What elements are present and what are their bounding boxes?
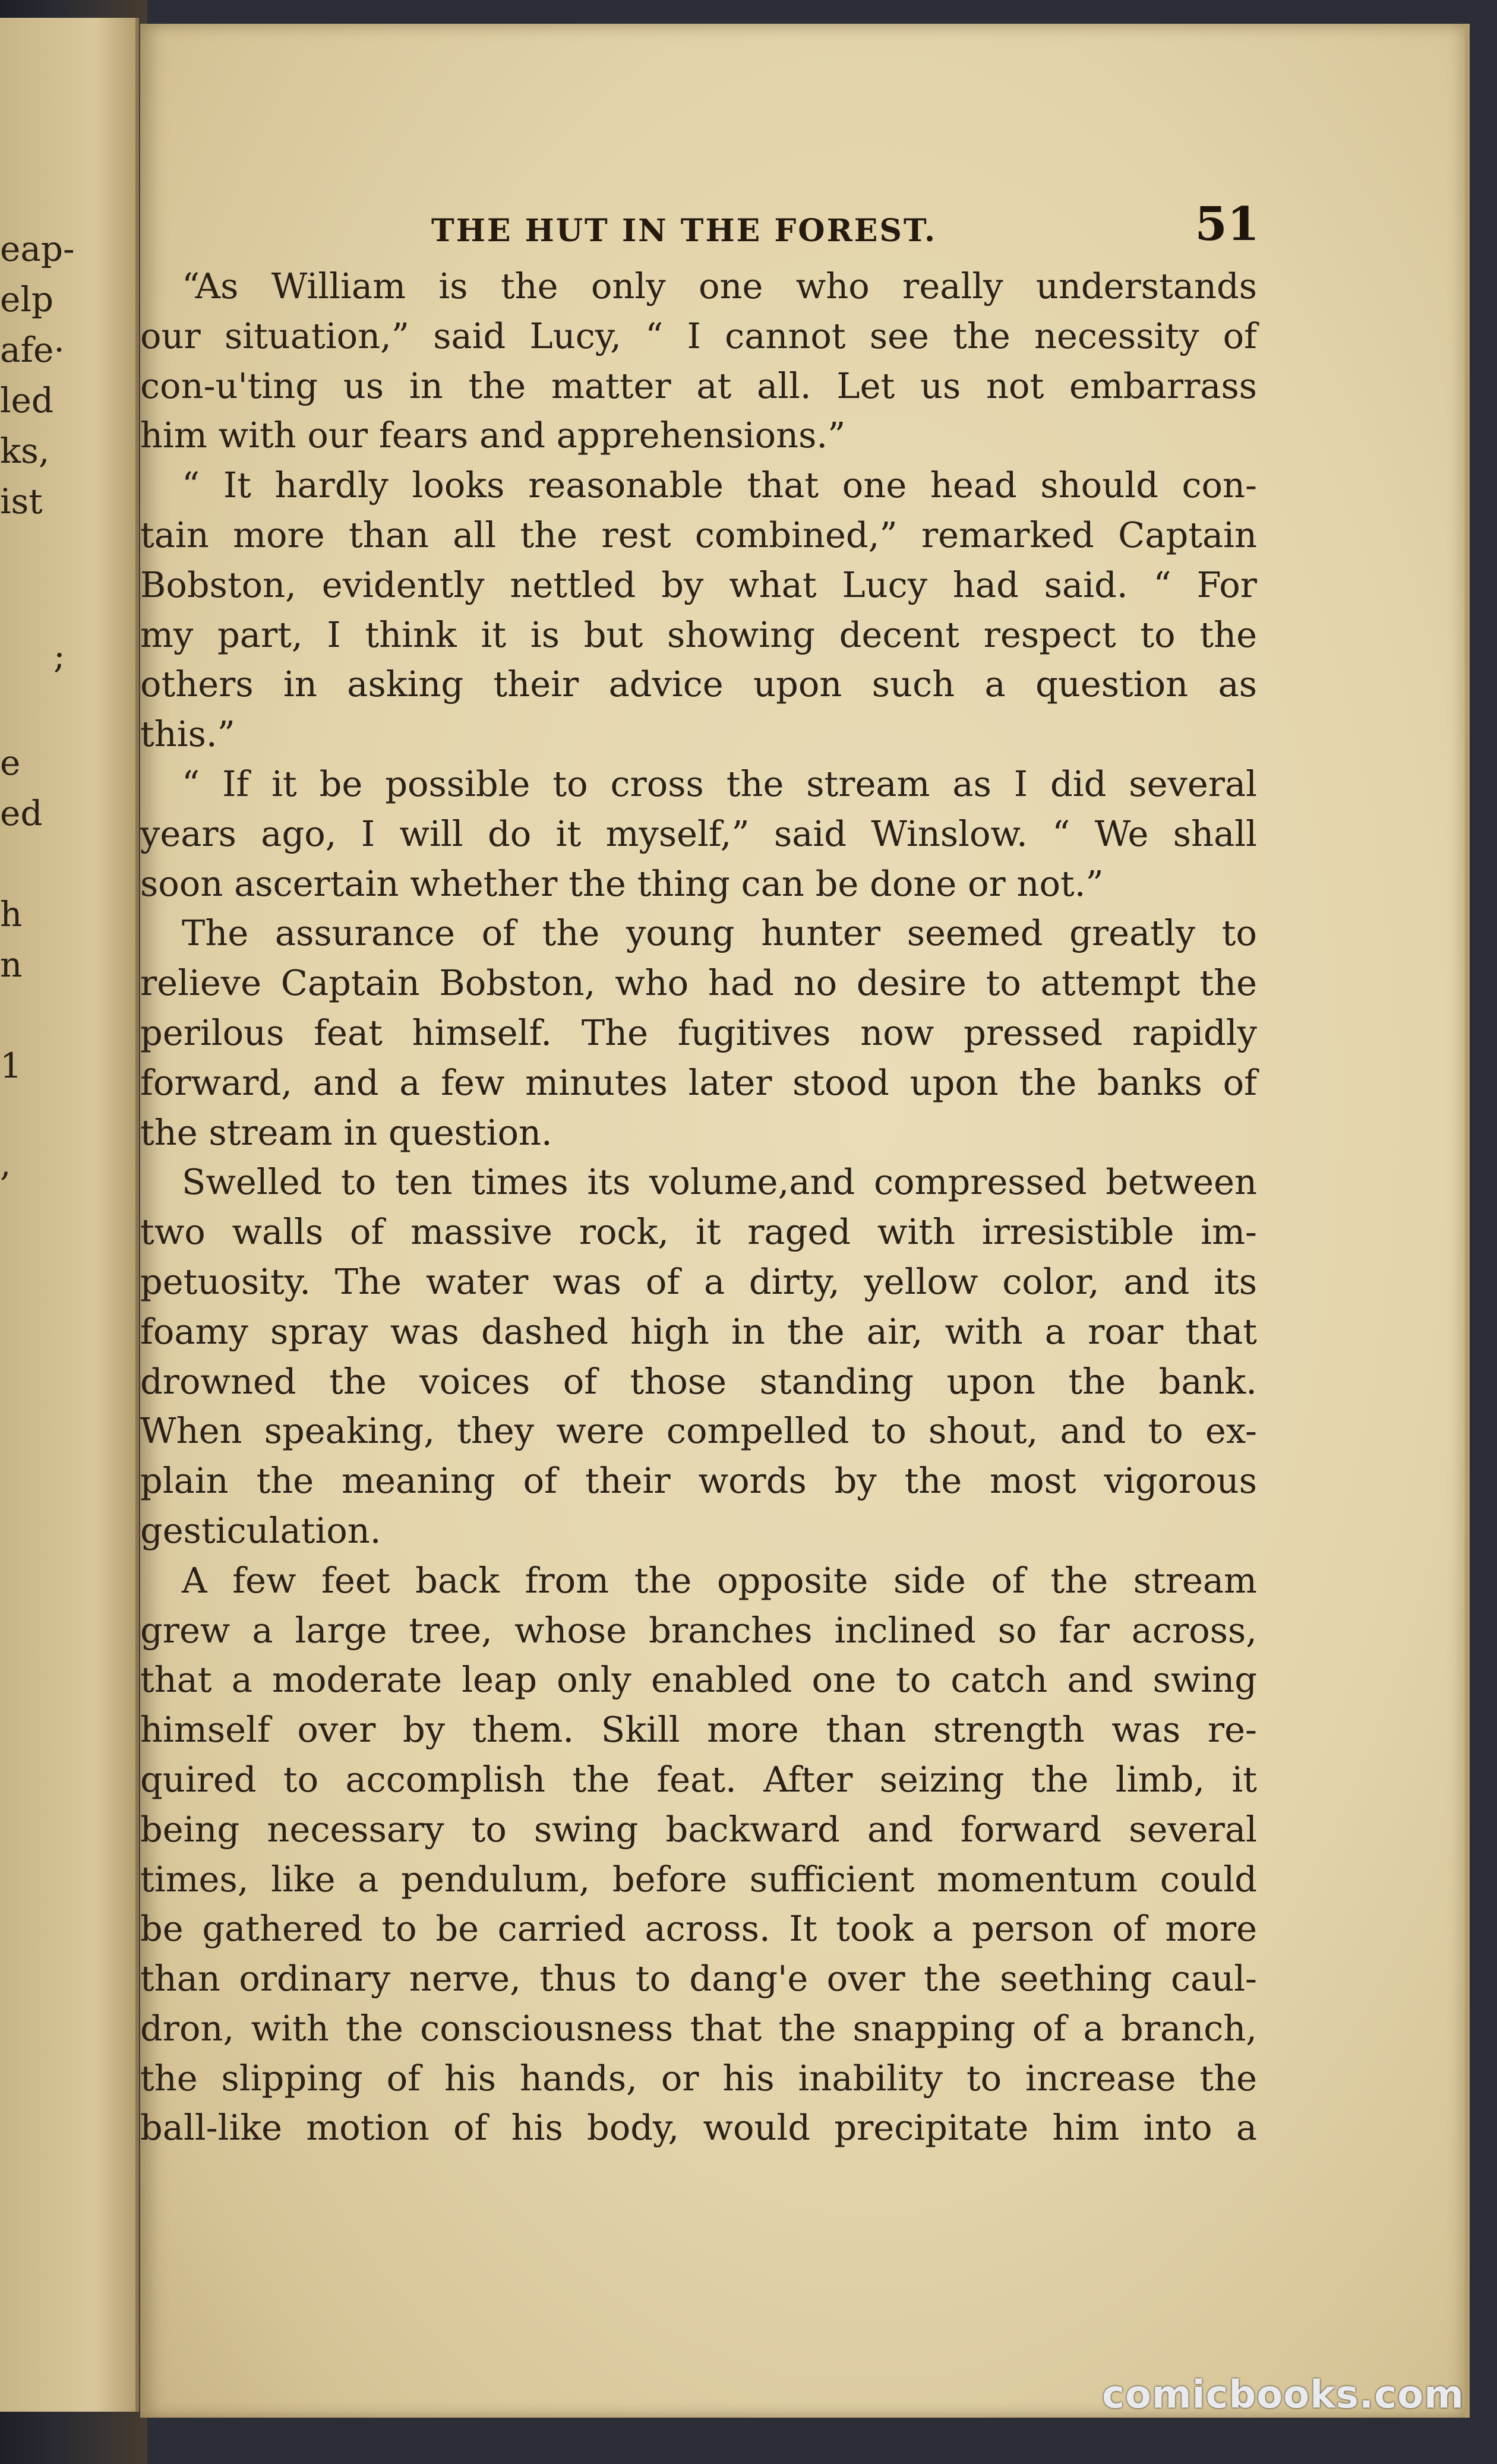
left-page-fragment: ;: [53, 636, 65, 676]
text-line: Bobston, evidently nettled by what Lucy had said. “ For: [140, 564, 1257, 605]
left-page-fragment: elp: [0, 279, 54, 320]
left-page-fragment: 1: [0, 1045, 22, 1086]
text-line: forward, and a few minutes later stood upon the banks of: [140, 1062, 1257, 1103]
text-line: grew a large tree, whose branches inclined so far across,: [140, 1609, 1257, 1651]
text-line: than ordinary nerve, thus to dang'e over the seething caul-: [140, 1958, 1257, 1999]
text-line: “ If it be possible to cross the stream as I did several: [182, 763, 1257, 804]
text-line: perilous feat himself. The fugitives now pressed rapidly: [140, 1012, 1257, 1053]
text-line: When speaking, they were compelled to shout, and to ex-: [140, 1410, 1257, 1452]
text-line: the slipping of his hands, or his inability to increase the: [140, 2057, 1257, 2099]
left-page-fragment: afe·: [0, 330, 65, 370]
text-line: being necessary to swing backward and forward several: [140, 1808, 1257, 1850]
left-page-fragment: led: [0, 380, 54, 421]
left-page-fragment: eap-: [0, 229, 75, 269]
left-page-fragment: ks,: [0, 431, 50, 471]
body-text: [140, 261, 1257, 2153]
text-line: drowned the voices of those standing upon the bank.: [140, 1360, 1257, 1402]
text-line: plain the meaning of their words by the most vigorous: [140, 1460, 1257, 1502]
watermark: comicbooks.com: [1102, 2373, 1464, 2417]
text-line: himself over by them. Skill more than strength was re-: [140, 1709, 1257, 1751]
text-line: others in asking their advice upon such a question as: [140, 664, 1257, 705]
text-line: Swelled to ten times its volume,and compressed between: [182, 1161, 1257, 1203]
text-line: times, like a pendulum, before sufficient momentum could: [140, 1858, 1257, 1900]
page-number: 51: [1195, 197, 1259, 251]
text-line: two walls of massive rock, it raged with irresistible im-: [140, 1211, 1257, 1253]
text-line: con-u'ting us in the matter at all. Let us not embarrass: [140, 365, 1257, 406]
text-line: petuosity. The water was of a dirty, yellow color, and its: [140, 1261, 1257, 1302]
text-line: this.”: [140, 713, 235, 755]
page-header: [285, 189, 1259, 255]
running-head: THE HUT IN THE FOREST.: [431, 213, 937, 249]
text-line: our situation,” said Lucy, “ I cannot see the necessity of: [140, 315, 1257, 356]
left-page-fragment: ist: [0, 481, 43, 522]
text-line: be gathered to be carried across. It took a person of more: [140, 1908, 1257, 1950]
text-line: ball-like motion of his body, would precipitate him into a: [140, 2107, 1257, 2149]
text-line: “ It hardly looks reasonable that one head should con-: [182, 465, 1257, 506]
text-line: my part, I think it is but showing decent respect to the: [140, 614, 1257, 655]
text-line: The assurance of the young hunter seemed greatly to: [182, 912, 1257, 954]
text-line: soon ascertain whether the thing can be done or not.”: [140, 863, 1104, 904]
text-line: him with our fears and apprehensions.”: [140, 415, 846, 456]
left-page-fragment: ed: [0, 793, 43, 833]
text-line: foamy spray was dashed high in the air, with a roar that: [140, 1310, 1257, 1352]
text-line: tain more than all the rest combined,” remarked Captain: [140, 514, 1257, 555]
text-line: dron, with the consciousness that the snapping of a branch,: [140, 2007, 1257, 2049]
text-line: gesticulation.: [140, 1509, 381, 1551]
left-page-fragment: e: [0, 743, 21, 783]
facing-page-edge: [0, 18, 139, 2412]
text-line: relieve Captain Bobston, who had no desire to attempt the: [140, 962, 1257, 1004]
text-line: quired to accomplish the feat. After seizing the limb, it: [140, 1758, 1257, 1800]
left-page-fragment: ,: [0, 1143, 11, 1184]
left-page-fragment: n: [0, 944, 23, 985]
text-line: years ago, I will do it myself,” said Winslow. “ We shall: [140, 813, 1257, 854]
text-line: the stream in question.: [140, 1111, 552, 1153]
text-line: that a moderate leap only enabled one to catch and swing: [140, 1659, 1257, 1701]
text-line: “As William is the only one who really understands: [182, 266, 1257, 307]
left-page-fragment: h: [0, 894, 23, 934]
text-line: A few feet back from the opposite side of the stream: [182, 1559, 1257, 1601]
